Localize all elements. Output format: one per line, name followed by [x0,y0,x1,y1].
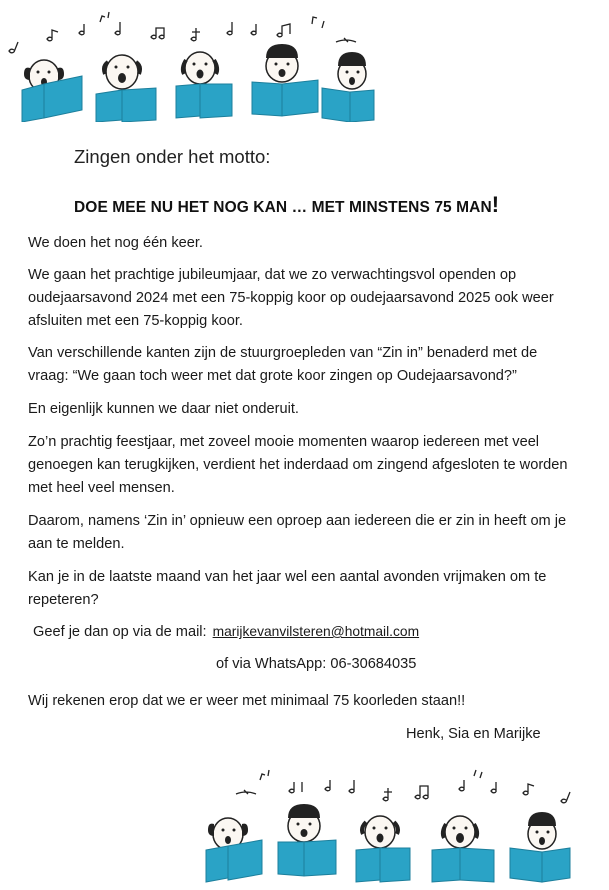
singer-4 [432,816,494,882]
paragraph-7: Kan je in de laatste maand van het jaar wel een aantal avonden vrijmaken om te repeteren? [28,569,547,608]
headline-exclamation: ! [491,192,500,217]
singer-2 [96,55,156,122]
singer-4 [252,44,318,116]
headline-text: DOE MEE NU HET NOG KAN … MET MINSTENS 75 MAN [74,199,492,216]
intro-line: Zingen onder het motto: [74,146,271,167]
singer-5 [322,52,374,122]
headline [74,192,499,218]
music-notes [9,12,356,53]
paragraph-4: En eigenlijk kunnen we daar niet onderuit. [28,401,299,417]
singer-1 [206,818,262,882]
paragraph-6: Daarom, namens ‘Zin in’ opnieuw een oproep aan iedereen die er zin in heeft om je aan te melden. [28,513,567,552]
whatsapp-line: of via WhatsApp: 06-30684035 [216,656,417,672]
singer-2 [278,804,336,876]
singer-1 [22,60,82,122]
choir-illustration-bottom [198,762,598,884]
singer-3 [356,816,410,882]
singer-5 [510,812,570,882]
email-link[interactable]: marijkevanvilsteren@hotmail.com [212,624,420,639]
paragraph-3: Van verschillende kanten zijn de stuurgroepleden van “Zin in” benaderd met de vraag: “We gaan toch weer met dat grote koor zingen op Oudejaarsavond?” [28,345,538,384]
paragraph-5: Zo’n prachtig feestjaar, met zoveel mooie momenten waarop iedereen met veel genoegen kan terugkijken, verdient het inderdaad om zingend afgesloten te worden met heel veel mensen. [28,434,568,496]
singer-3 [176,52,232,118]
paragraph-1: We doen het nog één keer. [28,235,203,251]
paragraph-2: We gaan het prachtige jubileumjaar, dat we zo verwachtingsvol openden op oudejaarsavond 2024 met een 75-koppig koor op oudejaarsavond 2025 ook weer afsluiten met een 75-koppig koor. [28,267,554,329]
mail-line [33,624,419,640]
closing-line: Wij rekenen erop dat we er weer met minimaal 75 koorleden staan!! [28,693,466,709]
music-notes [236,770,570,803]
mail-prefix: Geef je dan op via de mail: [33,624,207,640]
signature: Henk, Sia en Marijke [406,726,541,742]
choir-illustration-top [0,4,390,122]
